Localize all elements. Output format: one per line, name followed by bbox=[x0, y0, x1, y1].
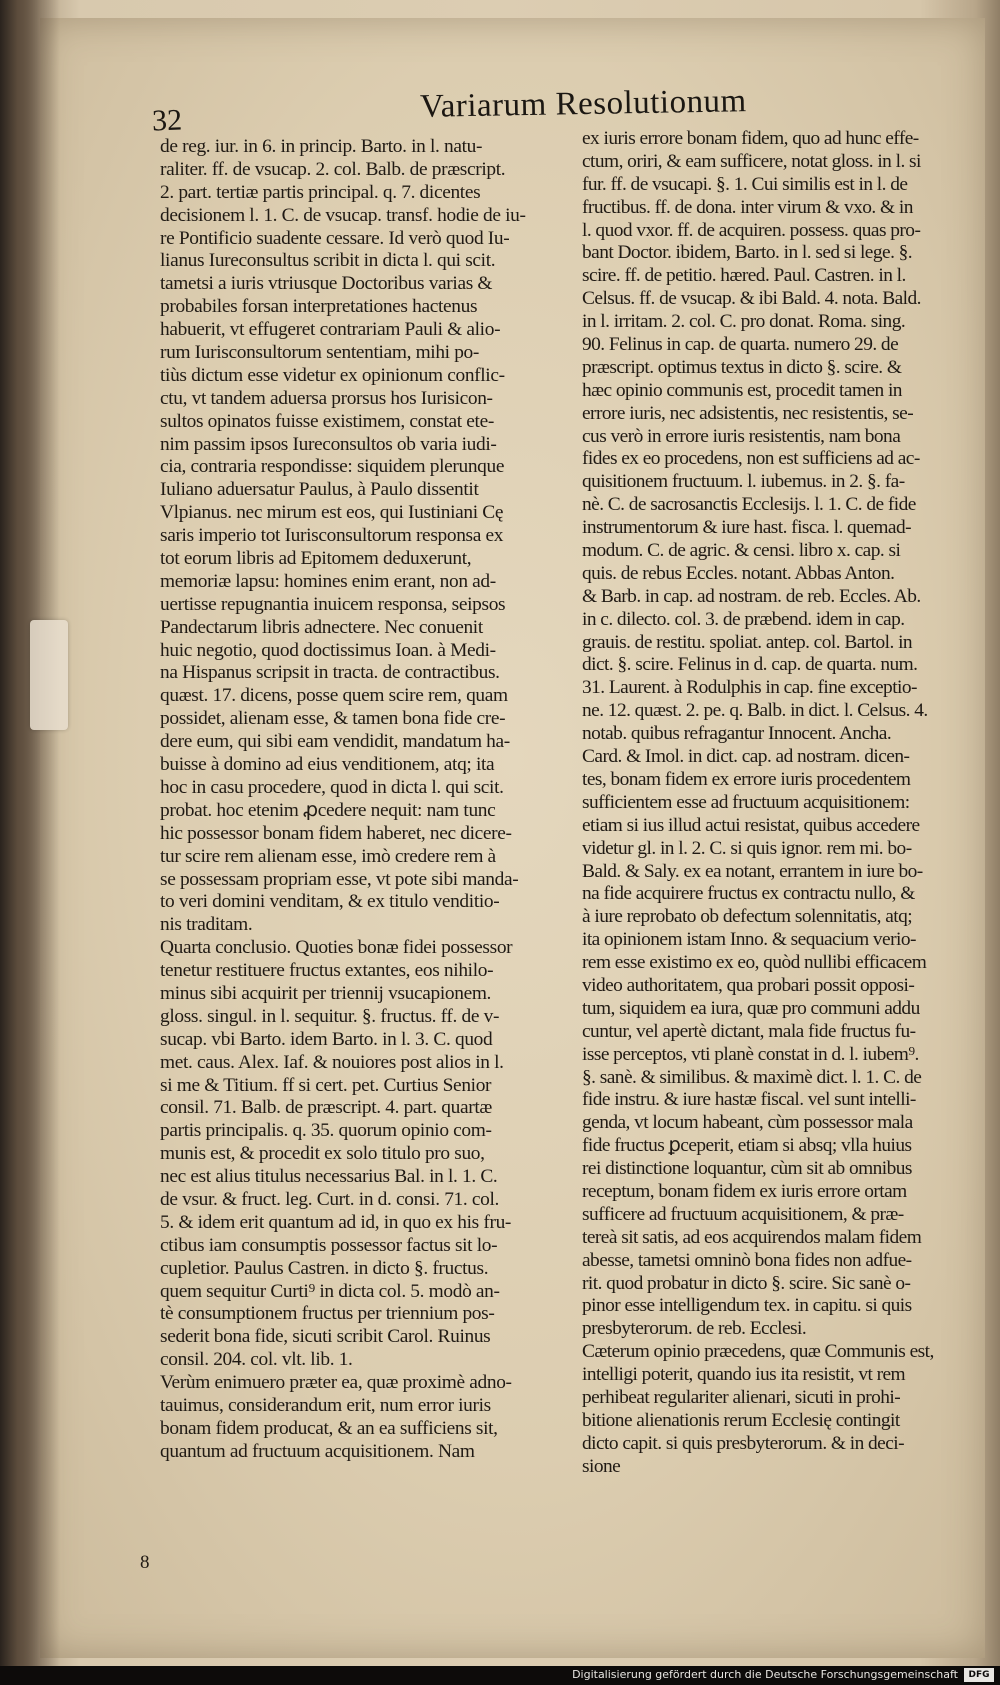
text-line: 90. Felinus in cap. de quarta. numero 29. de bbox=[582, 334, 899, 356]
text-line: nim passim ipsos Iureconsultos ob varia iudi- bbox=[160, 433, 497, 455]
text-line: consil. 71. Balb. de præscript. 4. part. quartæ bbox=[160, 1097, 492, 1119]
text-line: rit. quod probatur in dicto §. scire. Sic sanè o- bbox=[582, 1272, 911, 1294]
text-line: sufficientem esse ad fructuum acquisitionem: bbox=[582, 791, 910, 813]
text-line: na Hispanus scripsit in tracta. de contractibus. bbox=[160, 662, 500, 684]
text-line: Cæterum opinio præcedens, quæ Communis est, bbox=[582, 1341, 934, 1363]
text-line: notab. quibus refragantur Innocent. Ancha. bbox=[582, 723, 892, 745]
text-line: quæst. 17. dicens, posse quem scire rem, quam bbox=[160, 685, 508, 707]
text-line: Quarta conclusio. Quoties bonæ fidei possessor bbox=[160, 937, 513, 959]
text-line: ne. 12. quæst. 2. pe. q. Balb. in dict. l. Celsus. 4. bbox=[582, 700, 928, 722]
text-line: intelligi poterit, quando ius ita resistit, vt rem bbox=[582, 1364, 906, 1386]
text-line: pinor esse intelligendum tex. in capitu. si quis bbox=[582, 1295, 912, 1317]
text-line: habuerit, vt effugeret contrariam Pauli & alio- bbox=[160, 319, 501, 341]
text-line: tenetur restituere fructus extantes, eos nihilo- bbox=[160, 960, 494, 982]
text-line: 5. & idem erit quantum ad id, in quo ex his fru- bbox=[160, 1211, 512, 1233]
text-line: consil. 204. col. vlt. lib. 1. bbox=[160, 1349, 353, 1371]
text-line: etiam si ius illud actui resistat, quibus accedere bbox=[582, 814, 920, 836]
text-line: dere eum, qui sibi eam vendidit, mandatum ha- bbox=[160, 731, 510, 753]
text-line: met. caus. Alex. Iaf. & nouiores post alios in l. bbox=[160, 1051, 504, 1073]
text-line: §. sanè. & similibus. & maximè dict. l. 1. C. de bbox=[582, 1066, 922, 1088]
text-line: quem sequitur Curti⁹ in dicta col. 5. modò an- bbox=[160, 1280, 500, 1302]
text-line: isse perceptos, vti planè constat in d. l. iubem⁹. bbox=[582, 1043, 919, 1065]
text-line: sultos opinatos fuisse existimem, constat ete- bbox=[160, 410, 494, 432]
text-line: na fide acquirere fructus ex contractu nullo, & bbox=[582, 883, 915, 905]
text-line: saris imperio tot Iurisconsultorum responsa ex bbox=[160, 525, 504, 547]
text-line: tè consumptionem fructus per triennium pos- bbox=[160, 1303, 495, 1325]
text-line: Bald. & Saly. ex ea notant, errantem in iure bo- bbox=[582, 860, 923, 882]
text-line: tauimus, considerandum erit, num error iuris bbox=[160, 1394, 491, 1416]
text-line: ita opinionem istam Inno. & sequacium verio- bbox=[582, 929, 916, 951]
text-line: tot eorum libris ad Epitomem deduxerunt, bbox=[160, 548, 472, 570]
text-line: quantum ad fructuum acquisitionem. Nam bbox=[160, 1440, 475, 1462]
left-text-column bbox=[160, 136, 555, 1464]
text-line: abesse, tametsi omninò bona fides non adfue- bbox=[582, 1249, 912, 1271]
text-line: rem esse existimo ex eo, quòd nullibi efficacem bbox=[582, 952, 927, 974]
text-line: in l. irritam. 2. col. C. pro donat. Roma. sing. bbox=[582, 311, 906, 333]
text-line: præscript. optimus textus in dicto §. scire. & bbox=[582, 356, 902, 378]
text-line: hic possessor bonam fidem haberet, nec dicere- bbox=[160, 822, 512, 844]
text-line: hoc in casu procedere, quod in dicta l. qui scit. bbox=[160, 776, 504, 798]
right-text-column bbox=[582, 128, 962, 1479]
text-line: bonam fidem producat, & an ea sufficiens sit, bbox=[160, 1417, 498, 1439]
text-line: hæc opinio communis est, procedit tamen in bbox=[582, 379, 902, 401]
text-line: video authoritatem, qua probari possit opposi- bbox=[582, 974, 915, 996]
text-line: bant Doctor. ibidem, Barto. in l. sed si lege. §. bbox=[582, 242, 913, 264]
text-line: genda, vt locum habeant, cùm possessor mala bbox=[582, 1112, 913, 1134]
text-line: tur scire rem alienam esse, imò credere rem à bbox=[160, 845, 496, 867]
text-line: decisionem l. 1. C. de vsucap. transf. hodie de iu- bbox=[160, 204, 526, 226]
text-line: fide instru. & iure hastæ fiscal. vel sunt intelli- bbox=[582, 1089, 916, 1111]
text-line: presbyterorum. de reb. Ecclesi. bbox=[582, 1318, 807, 1340]
text-line: minus sibi acquirit per triennij vsucapionem. bbox=[160, 982, 492, 1004]
text-line: quisitionem fructuum. l. iubemus. in 2. §. fa- bbox=[582, 471, 905, 493]
running-title: Variarum Resolutionum bbox=[419, 83, 747, 125]
text-line: fur. ff. de vsucapi. §. 1. Cui similis est in l. de bbox=[582, 173, 908, 195]
text-line: fructibus. ff. de dona. inter virum & vxo. & in bbox=[582, 196, 913, 218]
text-line: se possessam propriam esse, vt pote sibi manda- bbox=[160, 868, 519, 890]
text-line: re Pontificio suadente cessare. Id verò quod Iu- bbox=[160, 227, 510, 249]
text-line: tiùs dictum esse videtur ex opinionum conflic- bbox=[160, 364, 505, 386]
text-line: tametsi a iuris vtriusque Doctoribus varias & bbox=[160, 273, 493, 295]
text-line: modum. C. de agric. & censi. libro x. cap. si bbox=[582, 540, 901, 562]
text-line: receptum, bonam fidem ex iuris errore ortam bbox=[582, 1180, 907, 1202]
text-line: instrumentorum & iure hast. fisca. l. quemad- bbox=[582, 517, 912, 539]
text-line: raliter. ff. de vsucap. 2. col. Balb. de præscript. bbox=[160, 158, 506, 180]
text-line: nis traditam. bbox=[160, 914, 253, 936]
text-line: cia, contraria respondisse: siquidem plerunque bbox=[160, 456, 505, 478]
text-line: Verùm enimuero præter ea, quæ proximè adno- bbox=[160, 1372, 512, 1394]
text-line: ex iuris errore bonam fidem, quo ad hunc effe- bbox=[582, 128, 919, 149]
text-line: tereà sit satis, ad eos acquirendos malam fidem bbox=[582, 1226, 922, 1248]
text-line: rum Iurisconsultorum sententiam, mihi po- bbox=[160, 342, 480, 364]
text-line: possidet, alienam esse, & tamen bona fide cre- bbox=[160, 708, 506, 730]
text-line: to veri domini venditam, & ex titulo venditio- bbox=[160, 891, 500, 913]
text-line: Vlpianus. nec mirum est eos, qui Iustiniani Cę bbox=[160, 502, 504, 524]
text-line: in c. dilecto. col. 3. de præbend. idem in cap. bbox=[582, 608, 905, 630]
text-line: dict. §. scire. Felinus in d. cap. de quarta. num. bbox=[582, 654, 918, 676]
text-line: tum, siquidem ea iura, quæ pro communi addu bbox=[582, 997, 920, 1019]
text-line: de reg. iur. in 6. in princip. Barto. in l. natu- bbox=[160, 136, 483, 157]
text-line: si me & Titium. ff si cert. pet. Curtius Senior bbox=[160, 1074, 492, 1096]
text-line: Celsus. ff. de vsucap. & ibi Bald. 4. nota. Bald. bbox=[582, 288, 921, 310]
text-line: ctum, oriri, & eam sufficere, notat gloss. in l. si bbox=[582, 150, 921, 172]
text-line: videtur gl. in l. 2. C. si quis ignor. rem mi. bo- bbox=[582, 837, 912, 859]
text-line: huic negotio, quod doctissimus Ioan. à Medi- bbox=[160, 639, 496, 661]
margin-number: 8 bbox=[140, 1552, 150, 1573]
text-line: partis principalis. q. 35. quorum opinio com- bbox=[160, 1120, 492, 1142]
text-line: errore iuris, nec adsistentis, nec resistentis, se- bbox=[582, 402, 914, 424]
text-line: rei distinctione loquantur, cùm sit ab omnibus bbox=[582, 1158, 912, 1180]
text-line: munis est, & procedit ex solo titulo pro suo, bbox=[160, 1143, 485, 1165]
footer-credit: Digitalisierung gefördert durch die Deutsche Forschungsgemeinschaft bbox=[572, 1668, 958, 1681]
text-line: probat. hoc etenim ꝓcedere nequit: nam tunc bbox=[160, 799, 496, 821]
text-line: sione bbox=[582, 1455, 621, 1477]
text-line: scire. ff. de petitio. hæred. Paul. Castren. in l. bbox=[582, 265, 906, 287]
text-line: & Barb. in cap. ad nostram. de reb. Eccles. Ab. bbox=[582, 585, 921, 607]
text-line: cus verò in errore iuris resistentis, nam bona bbox=[582, 425, 901, 447]
text-line: fide fructus ꝑceperit, etiam si absq; vlla huius bbox=[582, 1135, 912, 1157]
text-line: Card. & Imol. in dict. cap. ad nostram. dicen- bbox=[582, 746, 910, 768]
text-line: sufficere ad fructuum acquisitionem, & præ- bbox=[582, 1203, 904, 1225]
text-line: gloss. singul. in l. sequitur. §. fructus. ff. de v- bbox=[160, 1005, 500, 1027]
text-line: dicto capit. si quis presbyterorum. & in deci- bbox=[582, 1432, 905, 1454]
page-number: 32 bbox=[151, 103, 183, 138]
text-line: ctu, vt tandem aduersa prorsus hos Iurisicon- bbox=[160, 387, 493, 409]
text-line: à iure reprobato ob defectum solennitatis, atq; bbox=[582, 906, 913, 928]
text-line: Iuliano aduersatur Paulus, à Paulo dissentit bbox=[160, 479, 479, 501]
text-line: nè. C. de sacrosanctis Ecclesijs. l. 1. C. de fide bbox=[582, 494, 916, 516]
text-line: buisse à domino ad eius venditionem, atq; ita bbox=[160, 754, 495, 776]
text-line: Pandectarum libris adnectere. Nec conuenit bbox=[160, 616, 483, 638]
text-line: tes, bonam fidem ex errore iuris procedentem bbox=[582, 768, 911, 790]
text-line: quis. de rebus Eccles. notant. Abbas Anton. bbox=[582, 562, 895, 584]
text-line: l. quod vxor. ff. de acquiren. possess. quas pro- bbox=[582, 219, 921, 241]
text-line: nec est alius titulus necessarius Bal. in l. 1. C. bbox=[160, 1166, 498, 1188]
text-line: probabiles forsan interpretationes hactenus bbox=[160, 296, 478, 318]
text-line: fides ex eo procedens, non est sufficiens ad ac- bbox=[582, 448, 920, 470]
footer-bar bbox=[0, 1666, 1000, 1685]
text-line: ctibus iam consumptis possessor factus sit lo- bbox=[160, 1234, 498, 1256]
text-line: grauis. de restitu. spoliat. antep. col. Bartol. in bbox=[582, 631, 913, 653]
text-line: uertisse repugnantia inuicem responsa, seipsos bbox=[160, 593, 506, 615]
text-line: perhibeat regulariter alienari, sicuti in prohi- bbox=[582, 1386, 901, 1408]
text-line: memoriæ lapsu: homines enim erant, non ad- bbox=[160, 570, 496, 592]
paper-tab-marker bbox=[30, 620, 68, 730]
text-line: lianus Iureconsultus scribit in dicta l. qui scit. bbox=[160, 250, 496, 272]
text-line: 2. part. tertiæ partis principal. q. 7. dicentes bbox=[160, 181, 481, 203]
text-line: cupletior. Paulus Castren. in dicto §. fructus. bbox=[160, 1257, 489, 1279]
text-line: cuntur, vel apertè dictant, mala fide fructus fu- bbox=[582, 1020, 916, 1042]
text-line: 31. Laurent. à Rodulphis in cap. fine exceptio- bbox=[582, 677, 917, 699]
book-gutter-shadow bbox=[0, 0, 60, 1685]
text-line: sederit bona fide, sicuti scribit Carol. Ruinus bbox=[160, 1326, 491, 1348]
text-line: de vsur. & fruct. leg. Curt. in d. consi. 71. col. bbox=[160, 1188, 500, 1210]
text-line: bitione alienationis rerum Ecclesię contingit bbox=[582, 1409, 900, 1431]
text-line: sucap. vbi Barto. idem Barto. in l. 3. C. quod bbox=[160, 1028, 493, 1050]
dfg-logo: DFG bbox=[964, 1668, 994, 1682]
